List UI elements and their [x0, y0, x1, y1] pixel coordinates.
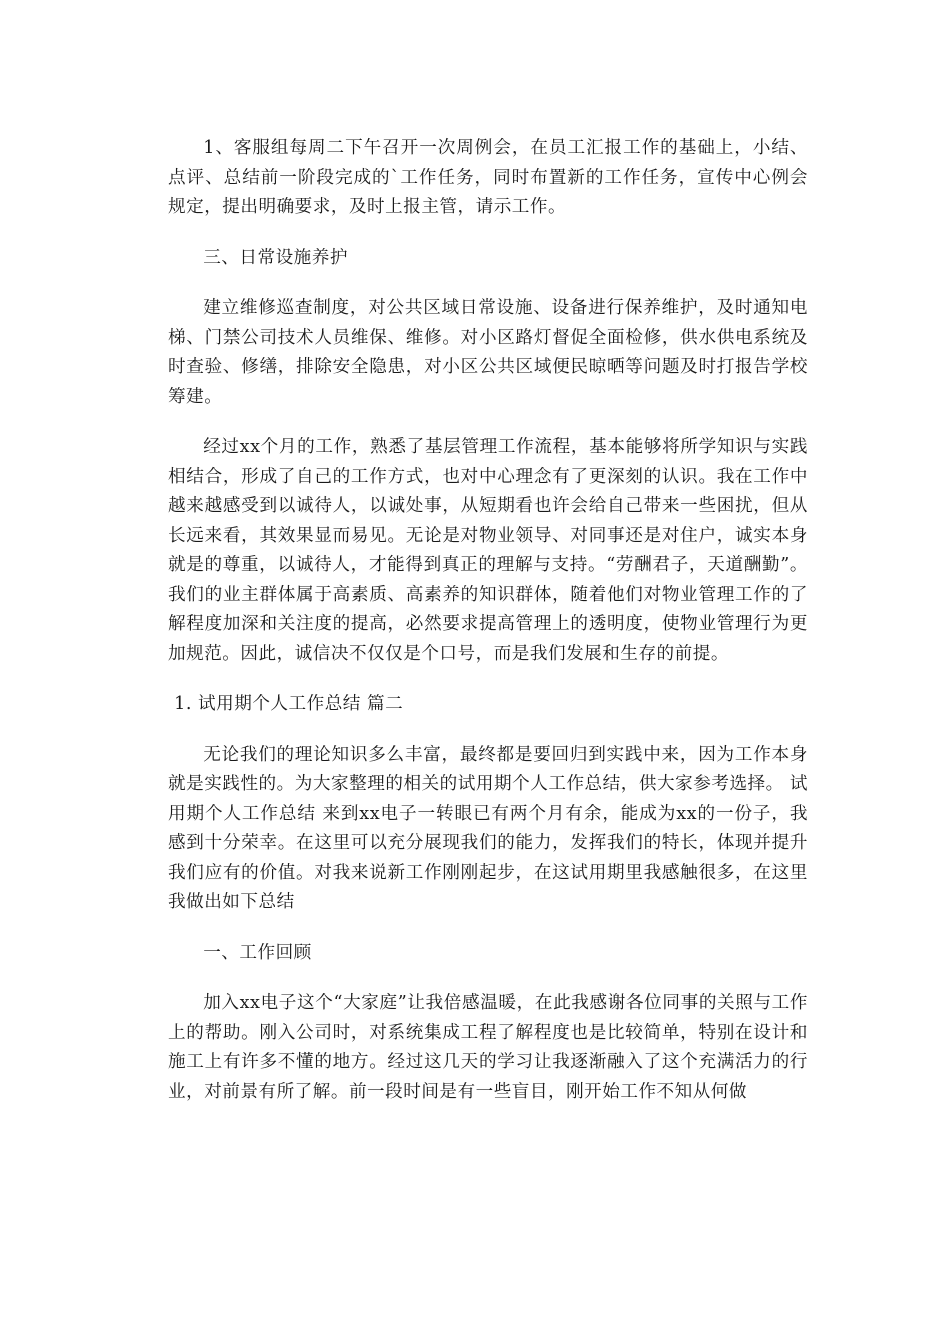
document-body: [168, 134, 808, 1107]
paragraph-work-reflection: 经过xx个月的工作，熟悉了基层管理工作流程，基本能够将所学知识与实践相结合，形成了自己的工作方式，也对中心理念有了更深刻的认识。我在工作中越来越感受到以诚待人，以诚处事，从短期看也许会给自己带来一些困扰，但从长远来看，其效果显而易见。无论是对物业领导、对同事还是对住户，诚实本身就是的尊重，以诚待人，才能得到真正的理解与支持。“劳酬君子，天道酬勤”。我们的业主群体属于高素质、高素养的知识群体，随着他们对物业管理工作的了解程度加深和关注度的提高，必然要求提高管理上的透明度，使物业管理行为更加规范。因此，诚信决不仅仅是个口号，而是我们发展和生存的前提。: [168, 437, 808, 664]
paragraph-weekly-meeting: 1、客服组每周二下午召开一次周例会，在员工汇报工作的基础上，小结、点评、总结前一阶段完成的`工作任务，同时布置新的工作任务，宣传中心例会规定，提出明确要求，及时上报主管，请示工作。: [168, 138, 808, 217]
section-heading-work-review: 一、工作回顾: [203, 942, 312, 963]
paragraph-joining-company: 加入xx电子这个“大家庭”让我倍感温暖，在此我感谢各位同事的关照与工作上的帮助。刚入公司时，对系统集成工程了解程度也是比较简单，特别在设计和施工上有许多不懂的地方。经过这几天的学习让我逐渐融入了这个充满活力的行业，对前景有所了解。前一段时间是有一些盲目，刚开始工作不知从何做: [168, 993, 808, 1102]
paragraph-probation-intro: 无论我们的理论知识多么丰富，最终都是要回归到实践中来，因为工作本身就是实践性的。为大家整理的相关的试用期个人工作总结，供大家参考选择。 试用期个人工作总结 来到xx电子一转眼已有两个月有余，能成为xx的一份子，我感到十分荣幸。在这里可以充分展现我们的能力，发挥我们的特长，体现并提升我们应有的价值。对我来说新工作刚刚起步，在这试用期里我感触很多，在这里我做出如下总结: [168, 744, 808, 912]
article-title-probation-summary: 1. 试用期个人工作总结 篇二: [174, 694, 404, 714]
section-heading-facility-maintenance: 三、日常设施养护: [203, 247, 348, 268]
paragraph-maintenance-inspection: 建立维修巡查制度，对公共区域日常设施、设备进行保养维护，及时通知电梯、门禁公司技术人员维保、维修。对小区路灯督促全面检修，供水供电系统及时查验、修缮，排除安全隐患，对小区公共区域便民晾晒等问题及时打报告学校筹建。: [168, 298, 808, 407]
